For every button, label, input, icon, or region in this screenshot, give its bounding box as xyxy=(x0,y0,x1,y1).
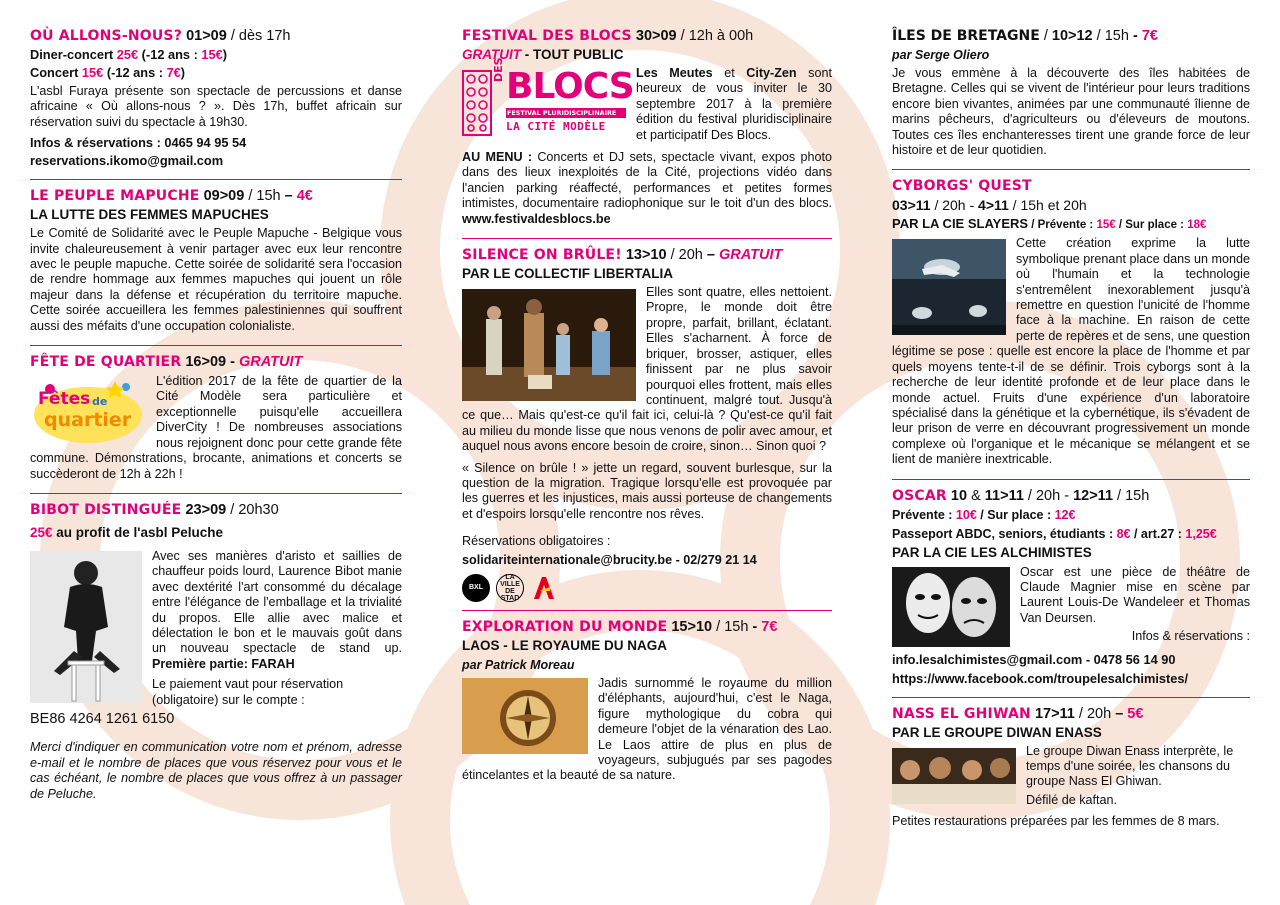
reservation-contact[interactable]: solidariteinternationale@brucity.be - 02/279 21 14 xyxy=(462,552,757,567)
event-header: FESTIVAL DES BLOCS 30>09 / 12h à 00h xyxy=(462,28,754,44)
price-line: Diner-concert 25€ (-12 ans : 15€) xyxy=(30,47,228,62)
event-title: BIBOT DISTINGUÉE xyxy=(30,501,182,518)
logo-text-de: de xyxy=(92,395,108,409)
ville-de-stad-logo: LA VILLE DE STAD xyxy=(496,574,524,602)
event-description: Je vous emmène à la découverte des îles habitées de Bretagne. Celles qui se vivent de l'intérieur pour leurs traditions encore bien vivantes, animées par une communauté îlienne de marins pêcheurs, d'agriculteurs ou d'éleveurs de moutons. Toutes ces îles enchanteresses tirent une grande force de leur histoire et de leur quotidien. xyxy=(892,66,1250,158)
event-description: Oscar est une pièce de théâtre de Claude Magnier mise en scène par Laurent Louis-De Wandeleer et Thomas Van Deursen. xyxy=(1020,564,1250,625)
event-header: OÙ ALLONS-NOUS? 01>09 / dès 17h xyxy=(30,28,291,44)
event-description: Le Comité de Solidarité avec le Peuple Mapuche - Belgique vous invite chaleureusement à venir partager avec eux leur rencontre avec le peuple mapuche. Cette soirée de solidarité sera l'occasion de rendre hommage aux femmes mapuches qui jouent un rôle majeur dans la défense et récupération du territoire mapuche. Cette soirée accueillera les femmes palestiniennes qui souffrent aussi des méfaits d'une occupation colonialiste. xyxy=(30,226,402,333)
event-title: OÙ ALLONS-NOUS? xyxy=(30,28,183,44)
column-middle xyxy=(462,24,832,803)
event-description-3: Petites restaurations préparées par les femmes de 8 mars. xyxy=(892,814,1220,829)
iban: BE86 4264 1261 6150 xyxy=(30,710,175,727)
event-header: LE PEUPLE MAPUCHE 09>09 / 15h – 4€ xyxy=(30,188,313,205)
event-nass-el-ghiwan xyxy=(892,706,1250,841)
event-author: par Patrick Moreau xyxy=(462,657,575,672)
event-title: LE PEUPLE MAPUCHE xyxy=(30,188,200,205)
event-title: EXPLORATION DU MONDE xyxy=(462,618,668,635)
event-dates: 03>11 / 20h - 4>11 / 15h et 20h xyxy=(892,197,1087,214)
bibot-photo xyxy=(30,551,142,703)
silence-on-brule-photo xyxy=(462,289,636,401)
event-header: BIBOT DISTINGUÉE 23>09 / 20h30 xyxy=(30,501,279,518)
compass-photo xyxy=(462,678,588,754)
event-description: Les Meutes et City-Zen sont heureux de vous inviter le 30 septembre 2017 à la première édition du festival pluridisciplinaire et participatif Des Blocs. xyxy=(636,66,832,142)
event-title: FESTIVAL DES BLOCS xyxy=(462,28,632,44)
event-header: EXPLORATION DU MONDE 15>10 / 15h - 7€ xyxy=(462,618,778,635)
logo-text-quartier: quartier xyxy=(44,409,132,432)
column-right xyxy=(892,24,1250,849)
event-header: NASS EL GHIWAN 17>11 / 20h – 5€ xyxy=(892,705,1144,722)
event-subtitle: PAR LE GROUPE DIWAN ENASS xyxy=(892,724,1102,740)
a-logo xyxy=(530,575,556,601)
event-header: OSCAR 10 & 11>11 / 20h - 12>11 / 15h xyxy=(892,487,1150,504)
event-description: Elles sont quatre, elles nettoient. Propre, le monde doit être propre, parfait, brillant, éclatant. Elles s'acharnent. À force de briquer, brosser, astiquer, elles finissent par ne plus savoir pourquoi elles frottent, mais elles continuent, malgré tout. Jusqu'à ce que… Mais qu'est-ce qu'il fait ici, celui-là ? Qu'est-ce qu'il fait au milieu du monde lisse que nous venons de polir avec amour, et auquel nous avons encore besoin de croire, sinon… Sinon quoi ? xyxy=(462,285,832,454)
event-description: Le groupe Diwan Enass interprète, le temps d'une soirée, les chansons du groupe Nass El Ghiwan. xyxy=(1026,743,1234,789)
event-description-2: Défilé de kaftan. xyxy=(1026,792,1118,807)
event-title: FÊTE DE QUARTIER xyxy=(30,354,182,371)
reservation-label: Réservations obligatoires : xyxy=(462,534,611,549)
event-header: SILENCE ON BRÛLE! 13>10 / 20h – GRATUIT xyxy=(462,247,783,264)
event-description-2: « Silence on brûle ! » jette un regard, souvent burlesque, sur la question de la migration. Tragique lorsqu'elle est provoquée par les guerres et les injustices, mais aussi porteuse de changements et d'espoirs lorsqu'elle rencontre nos rêves. xyxy=(462,460,832,521)
event-peuple-mapuche xyxy=(30,188,402,346)
logo-text-cite: LA CITÉ MODÈLE xyxy=(506,120,606,133)
price-line: Prévente : 10€ / Sur place : 12€ xyxy=(892,507,1076,522)
event-description: L'asbl Furaya présente son spectacle de percussions et danse africaine « Où allons-nous ? ». Dès 17h, buffet africain sur réservation suivi du spectacle à 19h30. xyxy=(30,84,402,129)
cyborgs-photo xyxy=(892,239,1006,335)
event-title: OSCAR xyxy=(892,487,947,504)
logo-grid xyxy=(462,70,492,136)
event-title: ÎLES DE BRETAGNE xyxy=(892,28,1040,44)
event-menu: AU MENU : Concerts et DJ sets, spectacle vivant, expos photo dans des lieux inexploités de la Cité, projections vidéo dans l'ancien parking réaffecté, performances et petites formes intimistes, documentaire radiophonique sur le toit d'un des blocs. www.festivaldesblocs.be xyxy=(462,150,832,226)
event-description: Cette création exprime la lutte symbolique prenant place dans un monde où l'humain et la technologie s'entremêlent inexorablement jusqu'à remettre en question l'unicité de l'homme face à la machine. En raison de cette perte de repères et de sens, une question légitime se pose : quelle est encore la place de l'homme et par quels moyens tente-t-il de se définir. Trois cyborgs sont à la recherche de leur identité profonde et de leur place dans le monde actuel. Fruits d'une expérience d'un laboratoire spécialisé dans la génétique et la cybernétique, ils s'évadent de leur prison de verre en découvrant progressivement un monde complexe où l'organique et le mécanique se mélangent et se lient de manière inextricable. xyxy=(892,236,1250,467)
event-subtitle: PAR LA CIE SLAYERS / Prévente : 15€ / Sur place : 18€ xyxy=(892,216,1207,232)
contact-email[interactable]: reservations.ikomo@gmail.com xyxy=(30,153,224,169)
event-festival-des-blocs xyxy=(462,28,832,239)
event-subtitle: PAR LE COLLECTIF LIBERTALIA xyxy=(462,266,673,282)
price-line: Passeport ABDC, seniors, étudiants : 8€ / art.27 : 1,25€ xyxy=(892,526,1217,541)
event-subtitle: LAOS - LE ROYAUME DU NAGA xyxy=(462,637,668,653)
price-line: Concert 15€ (-12 ans : 7€) xyxy=(30,65,186,80)
event-ou-allons-nous xyxy=(30,28,402,180)
bxl-logo: BXL xyxy=(462,574,490,602)
festival-link[interactable]: www.festivaldesblocs.be xyxy=(462,211,611,226)
event-author: par Serge Oliero xyxy=(892,48,990,62)
event-title: NASS EL GHIWAN xyxy=(892,705,1031,722)
masks-photo xyxy=(892,567,1010,647)
payment-note: Le paiement vaut pour réservation (obligatoire) sur le compte : xyxy=(152,677,344,707)
fetes-de-quartier-logo xyxy=(30,375,146,447)
info-label: Infos & réservations : xyxy=(1131,629,1250,644)
reservation-note: Merci d'indiquer en communication votre nom et prénom, adresse e-mail et le nombre de places que vous réservez pour vous et le cas échéant, le nombre de places que vous offrez à un passager de Peluche. xyxy=(30,740,402,801)
logo-text-blocs: BLOCS xyxy=(506,66,634,107)
event-header: ÎLES DE BRETAGNE / 10>12 / 15h - 7€ xyxy=(892,28,1158,44)
event-exploration-du-monde xyxy=(462,619,832,795)
price-line: 25€ au profit de l'asbl Peluche xyxy=(30,524,224,540)
event-iles-de-bretagne xyxy=(892,28,1250,170)
event-description: Avec ses manières d'aristo et saillies de chauffeur poids lourd, Laurence Bibot manie avec dextérité l'art consommé du décalage entre l'élégance de l'emballage et la trivialité du propos. Elle allie avec malice et délectation le bon et le mauvais goût dans un nouveau spectacle de stand up. Première partie: FARAH xyxy=(152,548,402,671)
contact-email[interactable]: info.lesalchimistes@gmail.com - 0478 56 14 90 xyxy=(892,651,1176,667)
event-cyborgs-quest xyxy=(892,178,1250,479)
event-silence-on-brule xyxy=(462,247,832,611)
event-header: FÊTE DE QUARTIER 16>09 - GRATUIT xyxy=(30,354,303,371)
logo-text-festival: FESTIVAL PLURIDISCIPLINAIRE xyxy=(506,108,626,118)
event-oscar xyxy=(892,488,1250,698)
logo-text-des: DES xyxy=(492,57,505,82)
event-subtitle: PAR LA CIE LES ALCHIMISTES xyxy=(892,544,1092,560)
column-left xyxy=(30,24,402,821)
logo-text-fetes: Fêtes xyxy=(38,389,91,410)
event-description: Jadis surnommé le royaume du million d'éléphants, aujourd'hui, c'est le Naga, figure mythologique du cobra qui demeure l'objet de la vénaration des Lao. Le Laos attire de plus en plus de voyageurs, subjugués par ses pagodes étincelantes et la beauté de sa nature. xyxy=(462,675,832,783)
event-title: CYBORGS' QUEST xyxy=(892,178,1032,195)
event-title: SILENCE ON BRÛLE! xyxy=(462,247,622,264)
event-header xyxy=(892,178,1250,195)
contact-info: Infos & réservations : 0465 94 95 54 xyxy=(30,135,247,151)
event-bibot-distinguee xyxy=(30,502,402,813)
facebook-link[interactable]: https://www.facebook.com/troupelesalchimistes/ xyxy=(892,670,1189,686)
des-blocs-logo xyxy=(462,57,634,138)
event-subtitle: GRATUIT - TOUT PUBLIC xyxy=(462,47,624,62)
partner-logos xyxy=(462,574,832,602)
event-subtitle: LA LUTTE DES FEMMES MAPUCHES xyxy=(30,207,269,223)
nass-el-ghiwan-photo xyxy=(892,748,1016,804)
event-fete-de-quartier xyxy=(30,354,402,494)
event-description: L'édition 2017 de la fête de quartier de la Cité Modèle sera particulière et exceptionnelle puisqu'elle accueillera DiverCity ! De nombreuses associations nous rejoignent donc pour cette grande fête commune. Démonstrations, brocante, animations et concerts se succèderont de 12h à 22h ! xyxy=(30,374,402,481)
